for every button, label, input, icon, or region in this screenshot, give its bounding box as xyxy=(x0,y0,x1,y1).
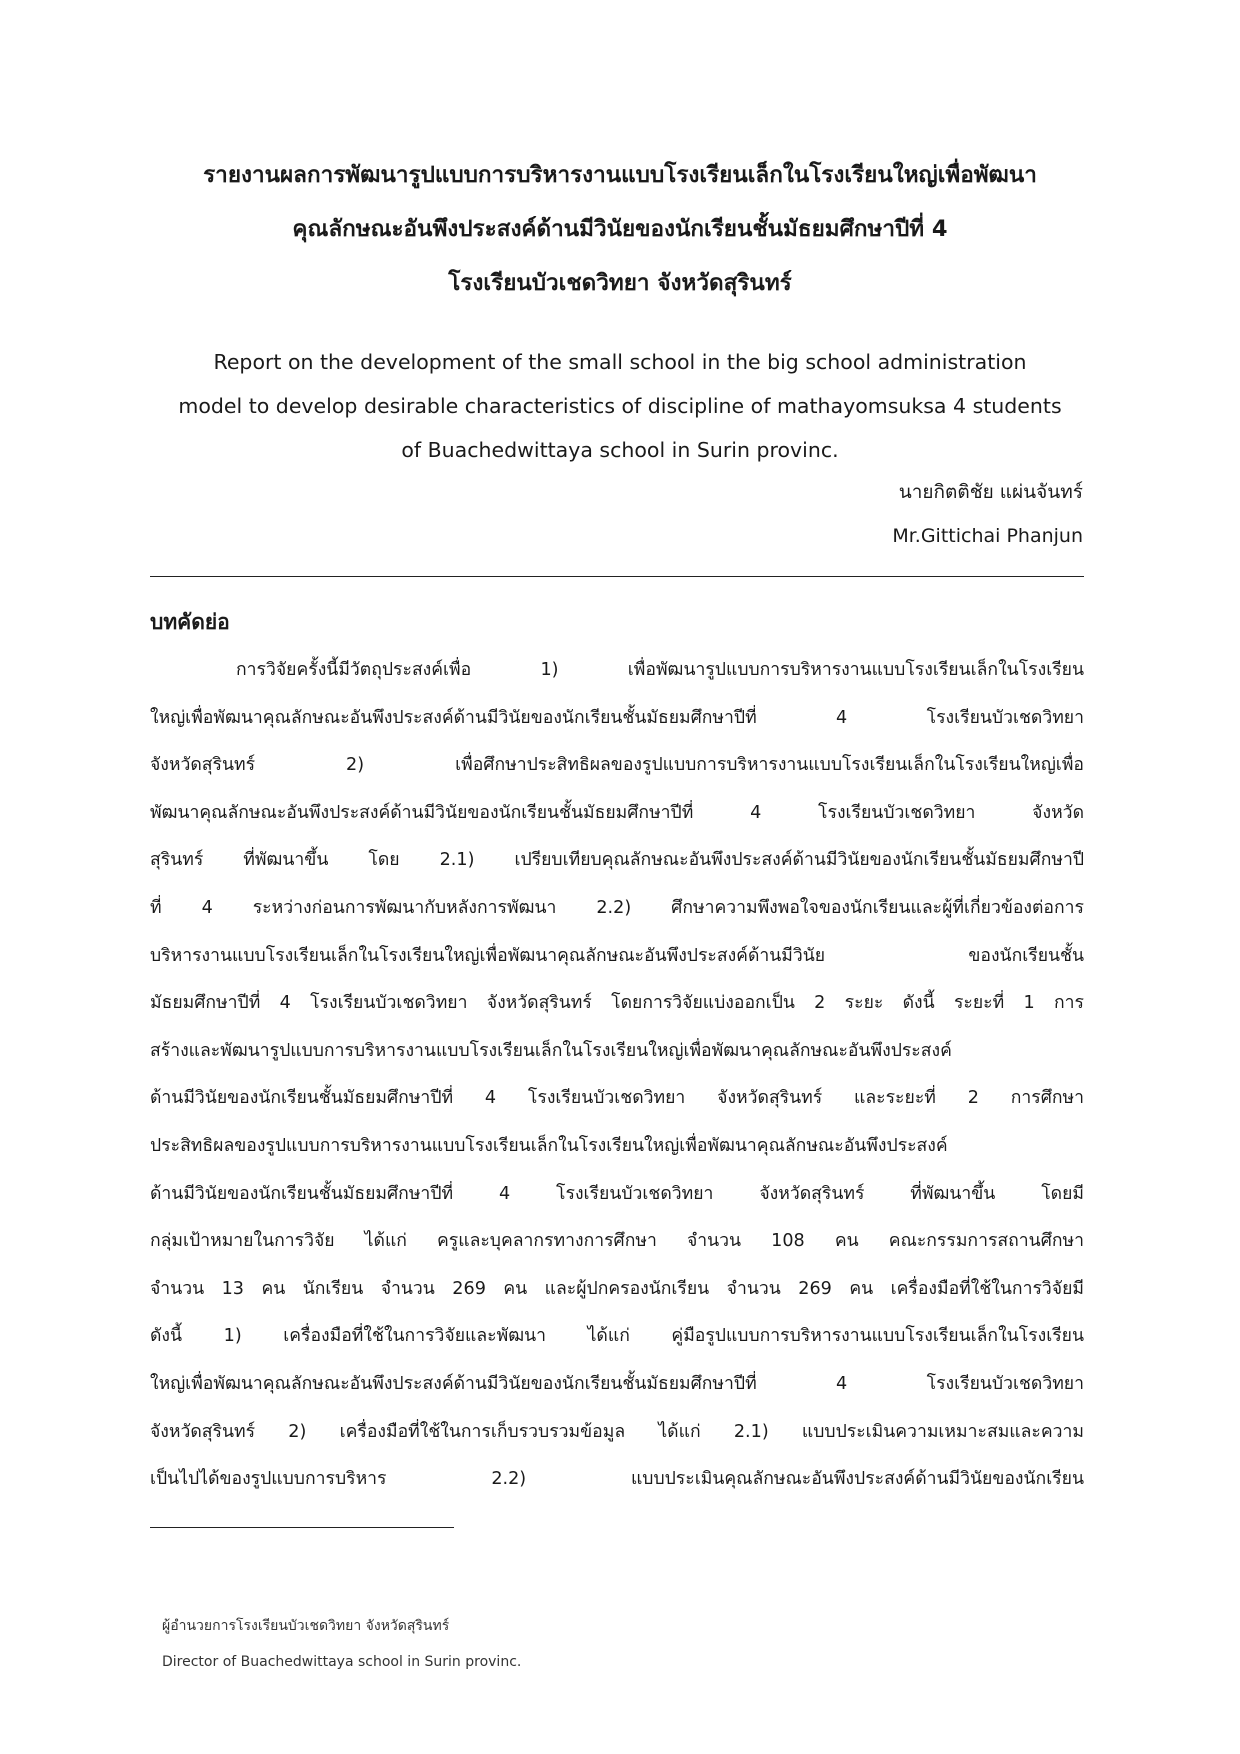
abstract-line: ที่ 4 ระหว่างก่อนการพัฒนากับหลังการพัฒนา 2.2) ศึกษาความพึงพอใจของนักเรียนและผู้ที่เกี่ยวข้องต่อการ xyxy=(150,897,1084,918)
abstract-line: มัธยมศึกษาปีที่ 4 โรงเรียนบัวเชดวิทยา จังหวัดสุรินทร์ โดยการวิจัยแบ่งออกเป็น 2 ระยะ ดังนี้ ระยะที่ 1 การ xyxy=(150,993,1084,1014)
abstract-line: ประสิทธิผลของรูปแบบการบริหารงานแบบโรงเรียนเล็กในโรงเรียนใหญ่เพื่อพัฒนาคุณลักษณะอันพึงประสงค์ xyxy=(150,1135,948,1156)
abstract-line: ใหญ่เพื่อพัฒนาคุณลักษณะอันพึงประสงค์ด้านมีวินัยของนักเรียนชั้นมัธยมศึกษาปีที่ 4 โรงเรียนบัวเชดวิทยา xyxy=(150,707,1084,728)
thai-title-line: รายงานผลการพัฒนารูปแบบการบริหารงานแบบโรงเรียนเล็กในโรงเรียนใหญ่เพื่อพัฒนา xyxy=(203,162,1037,188)
english-title-line: model to develop desirable characteristics of discipline of mathayomsuksa 4 students xyxy=(178,394,1062,418)
abstract-body xyxy=(150,647,1084,1504)
footnote-english: Director of Buachedwittaya school in Surin provinc. xyxy=(162,1654,522,1670)
abstract-line: สุรินทร์ ที่พัฒนาขึ้น โดย 2.1) เปรียบเทียบคุณลักษณะอันพึงประสงค์ด้านมีวินัยของนักเรียนชั้นมัธยมศึกษาปี xyxy=(150,850,1084,871)
english-title xyxy=(150,340,1090,472)
footnote xyxy=(162,1608,521,1680)
header-divider xyxy=(150,576,1084,577)
abstract-line: ด้านมีวินัยของนักเรียนชั้นมัธยมศึกษาปีที่ 4 โรงเรียนบัวเชดวิทยา จังหวัดสุรินทร์ และระยะที่ 2 การศึกษา xyxy=(150,1088,1084,1109)
author-block xyxy=(892,470,1083,558)
author-name-thai: นายกิตติชัย แผ่นจันทร์ xyxy=(898,481,1083,503)
abstract-line: บริหารงานแบบโรงเรียนเล็กในโรงเรียนใหญ่เพื่อพัฒนาคุณลักษณะอันพึงประสงค์ด้านมีวินัย ของนักเรียนชั้น xyxy=(150,945,1084,966)
abstract-line: ด้านมีวินัยของนักเรียนชั้นมัธยมศึกษาปีที่ 4 โรงเรียนบัวเชดวิทยา จังหวัดสุรินทร์ ที่พัฒนาขึ้น โดยมี xyxy=(150,1183,1084,1204)
thai-title xyxy=(150,148,1090,310)
abstract-line: สร้างและพัฒนารูปแบบการบริหารงานแบบโรงเรียนเล็กในโรงเรียนใหญ่เพื่อพัฒนาคุณลักษณะอันพึงประสงค์ xyxy=(150,1040,952,1061)
abstract-line: จังหวัดสุรินทร์ 2) เครื่องมือที่ใช้ในการเก็บรวบรวมข้อมูล ได้แก่ 2.1) แบบประเมินความเหมาะสมและความ xyxy=(150,1421,1084,1442)
author-name-english: Mr.Gittichai Phanjun xyxy=(892,525,1083,547)
thai-title-line: คุณลักษณะอันพึงประสงค์ด้านมีวินัยของนักเรียนชั้นมัธยมศึกษาปีที่ 4 xyxy=(292,216,948,242)
thai-title-line: โรงเรียนบัวเชดวิทยา จังหวัดสุรินทร์ xyxy=(448,270,792,296)
abstract-line: กลุ่มเป้าหมายในการวิจัย ได้แก่ ครูและบุคลากรทางการศึกษา จำนวน 108 คน คณะกรรมการสถานศึกษา xyxy=(150,1231,1084,1252)
abstract-line: เป็นไปได้ของรูปแบบการบริหาร 2.2) แบบประเมินคุณลักษณะอันพึงประสงค์ด้านมีวินัยของนักเรียน xyxy=(150,1469,1084,1490)
english-title-line: Report on the development of the small school in the big school administration xyxy=(213,350,1027,374)
abstract-line: ดังนี้ 1) เครื่องมือที่ใช้ในการวิจัยและพัฒนา ได้แก่ คู่มือรูปแบบการบริหารงานแบบโรงเรียนเล็กในโรงเรียน xyxy=(150,1326,1084,1347)
abstract-line: พัฒนาคุณลักษณะอันพึงประสงค์ด้านมีวินัยของนักเรียนชั้นมัธยมศึกษาปีที่ 4 โรงเรียนบัวเชดวิทยา จังหวัด xyxy=(150,802,1084,823)
abstract-line: การวิจัยครั้งนี้มีวัตถุประสงค์เพื่อ 1) เพื่อพัฒนารูปแบบการบริหารงานแบบโรงเรียนเล็กในโรงเรียน xyxy=(236,660,1084,680)
footnote-divider xyxy=(150,1527,454,1528)
abstract-line: จำนวน 13 คน นักเรียน จำนวน 269 คน และผู้ปกครองนักเรียน จำนวน 269 คน เครื่องมือที่ใช้ในการวิจัยมี xyxy=(150,1278,1084,1299)
abstract-line: ใหญ่เพื่อพัฒนาคุณลักษณะอันพึงประสงค์ด้านมีวินัยของนักเรียนชั้นมัธยมศึกษาปีที่ 4 โรงเรียนบัวเชดวิทยา xyxy=(150,1373,1084,1394)
abstract-heading: บทคัดย่อ xyxy=(150,610,230,634)
english-title-line: of Buachedwittaya school in Surin provinc. xyxy=(401,438,839,462)
footnote-thai: ผู้อำนวยการโรงเรียนบัวเชดวิทยา จังหวัดสุรินทร์ xyxy=(162,1618,450,1634)
abstract-line: จังหวัดสุรินทร์ 2) เพื่อศึกษาประสิทธิผลของรูปแบบการบริหารงานแบบโรงเรียนเล็กในโรงเรียนใหญ่เพื่อ xyxy=(150,755,1084,776)
